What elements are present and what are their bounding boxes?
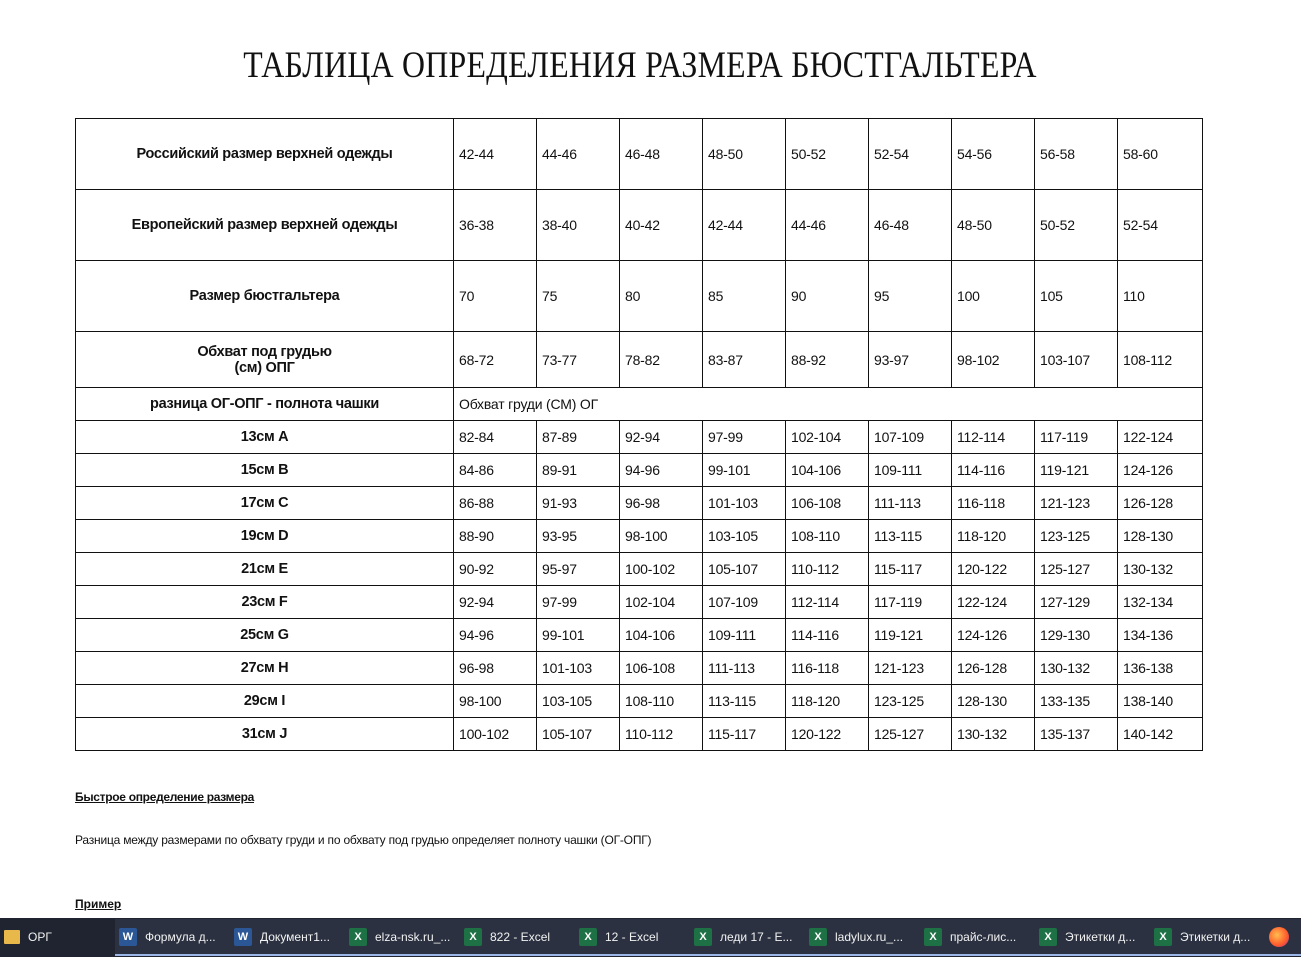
example-heading[interactable]: Пример [75, 897, 122, 911]
taskbar [0, 918, 1301, 957]
row-label-text: 19см D [240, 528, 289, 544]
taskbar-item[interactable] [805, 919, 920, 956]
table-cell: 130-132 [1035, 652, 1118, 685]
table-cell: 140-142 [1118, 718, 1203, 751]
excel-icon: X [694, 928, 712, 946]
table-cell: 48-50 [703, 119, 786, 190]
table-cell: 100-102 [620, 553, 703, 586]
taskbar-item[interactable] [230, 919, 345, 956]
row-label [76, 619, 454, 652]
table-cell: 90 [786, 261, 869, 332]
table-cell: 117-119 [869, 586, 952, 619]
taskbar-item-label: леди 17 - E... [720, 929, 793, 944]
row-label [76, 261, 454, 332]
row-cup-header [76, 388, 1203, 421]
table-cell: 124-126 [1118, 454, 1203, 487]
table-cell: 117-119 [1035, 421, 1118, 454]
taskbar-item-label: Этикетки д... [1065, 929, 1136, 944]
table-cell: 82-84 [454, 421, 537, 454]
table-cell: 94-96 [454, 619, 537, 652]
taskbar-item-label: 822 - Excel [490, 929, 551, 944]
row-cup-size [76, 652, 1203, 685]
row-bra-size [76, 261, 1203, 332]
row-label-text-line2: (см) ОПГ [234, 359, 295, 376]
table-cell: 98-100 [620, 520, 703, 553]
taskbar-item-label: Формула д... [145, 929, 216, 944]
explanation-paragraph: Разница между размерами по обхвату груди и по обхвату под грудью определяет полноту чашки (ОГ-ОПГ) [75, 833, 652, 847]
table-cell: 91-93 [537, 487, 620, 520]
table-cell: 113-115 [703, 685, 786, 718]
table-cell: 123-125 [1035, 520, 1118, 553]
table-cell: 105-107 [703, 553, 786, 586]
table-cell: 75 [537, 261, 620, 332]
taskbar-item[interactable] [460, 919, 575, 956]
excel-icon: X [579, 928, 597, 946]
taskbar-item[interactable] [1150, 919, 1265, 956]
table-cell: 84-86 [454, 454, 537, 487]
table-cell: 80 [620, 261, 703, 332]
row-eu-clothing-size [76, 190, 1203, 261]
table-cell: 52-54 [1118, 190, 1203, 261]
row-label [76, 553, 454, 586]
table-cell: 52-54 [869, 119, 952, 190]
table-cell: 133-135 [1035, 685, 1118, 718]
row-cup-size [76, 454, 1203, 487]
row-label-text: 15см В [240, 462, 289, 478]
table-cell: 83-87 [703, 332, 786, 388]
table-cell: 100 [952, 261, 1035, 332]
table-cell: 116-118 [952, 487, 1035, 520]
table-cell: 108-110 [620, 685, 703, 718]
table-cell: 130-132 [1118, 553, 1203, 586]
table-cell: 132-134 [1118, 586, 1203, 619]
taskbar-item-label: Этикетки д... [1180, 929, 1251, 944]
table-cell: 110-112 [620, 718, 703, 751]
table-cell: 136-138 [1118, 652, 1203, 685]
taskbar-item-label: ОРГ [28, 929, 52, 944]
table-cell: 104-106 [786, 454, 869, 487]
row-label-text: 17см С [240, 495, 289, 511]
table-cell: 101-103 [537, 652, 620, 685]
table-cell: 122-124 [1118, 421, 1203, 454]
firefox-icon [1269, 927, 1289, 947]
row-label [76, 718, 454, 751]
table-cell: 115-117 [869, 553, 952, 586]
table-cell: 58-60 [1118, 119, 1203, 190]
table-cell: 138-140 [1118, 685, 1203, 718]
table-cell: 103-105 [537, 685, 620, 718]
table-cell: 85 [703, 261, 786, 332]
table-cell: 111-113 [869, 487, 952, 520]
table-cell: 108-112 [1118, 332, 1203, 388]
excel-icon: X [464, 928, 482, 946]
row-label-text: Европейский размер верхней одежды [131, 217, 398, 233]
taskbar-item-label: прайс-лис... [950, 929, 1017, 944]
table-cell: 110-112 [786, 553, 869, 586]
table-cell: 123-125 [869, 685, 952, 718]
excel-icon: X [349, 928, 367, 946]
table-cell: 44-46 [786, 190, 869, 261]
table-cell: 73-77 [537, 332, 620, 388]
table-cell: 90-92 [454, 553, 537, 586]
taskbar-item-label: elza-nsk.ru_... [375, 929, 451, 944]
row-cup-size [76, 487, 1203, 520]
table-cell: 97-99 [703, 421, 786, 454]
row-label-text: Российский размер верхней одежды [136, 146, 393, 162]
row-label [76, 487, 454, 520]
table-cell: 107-109 [703, 586, 786, 619]
table-cell: 126-128 [1118, 487, 1203, 520]
table-cell: 106-108 [620, 652, 703, 685]
table-cell: 119-121 [869, 619, 952, 652]
row-label [76, 119, 454, 190]
table-cell: 120-122 [952, 553, 1035, 586]
table-cell: 105 [1035, 261, 1118, 332]
table-cell: 98-100 [454, 685, 537, 718]
table-cell: 105-107 [537, 718, 620, 751]
row-label [76, 421, 454, 454]
excel-icon: X [1039, 928, 1057, 946]
row-label-text: 21см Е [241, 561, 288, 577]
cup-header-label: разница ОГ-ОПГ - полнота чашки [76, 388, 454, 421]
word-icon: W [234, 928, 252, 946]
table-cell: 50-52 [1035, 190, 1118, 261]
table-cell: 92-94 [620, 421, 703, 454]
table-cell: 42-44 [454, 119, 537, 190]
table-cell: 108-110 [786, 520, 869, 553]
row-label-text: 13см А [240, 429, 289, 445]
table-cell: 111-113 [703, 652, 786, 685]
table-cell: 119-121 [1035, 454, 1118, 487]
row-underbust [76, 332, 1203, 388]
table-cell: 36-38 [454, 190, 537, 261]
row-label-text: 29см I [243, 693, 286, 709]
row-label [76, 586, 454, 619]
row-label-text: 31см J [241, 726, 288, 742]
excel-icon: X [924, 928, 942, 946]
table-cell: 86-88 [454, 487, 537, 520]
table-cell: 112-114 [786, 586, 869, 619]
row-cup-size [76, 718, 1203, 751]
table-cell: 120-122 [786, 718, 869, 751]
row-label-text: Обхват под грудью [197, 343, 332, 360]
table-cell: 46-48 [869, 190, 952, 261]
table-cell: 97-99 [537, 586, 620, 619]
table-cell: 103-107 [1035, 332, 1118, 388]
taskbar-item[interactable] [1035, 919, 1150, 956]
table-cell: 88-90 [454, 520, 537, 553]
table-cell: 95 [869, 261, 952, 332]
table-cell: 42-44 [703, 190, 786, 261]
table-cell: 125-127 [869, 718, 952, 751]
table-cell: 135-137 [1035, 718, 1118, 751]
table-cell: 104-106 [620, 619, 703, 652]
table-cell: 103-105 [703, 520, 786, 553]
table-cell: 102-104 [786, 421, 869, 454]
table-cell: 109-111 [869, 454, 952, 487]
table-cell: 112-114 [952, 421, 1035, 454]
row-cup-size [76, 619, 1203, 652]
row-label [76, 685, 454, 718]
table-cell: 99-101 [537, 619, 620, 652]
table-cell: 96-98 [454, 652, 537, 685]
row-label-text: 25см G [240, 627, 289, 643]
bust-header-value: Обхват груди (СМ) ОГ [454, 388, 1203, 421]
taskbar-item-label: ladylux.ru_... [835, 929, 904, 944]
table-cell: 128-130 [1118, 520, 1203, 553]
taskbar-item-label: 12 - Excel [605, 929, 659, 944]
table-cell: 94-96 [620, 454, 703, 487]
row-cup-size [76, 421, 1203, 454]
table-cell: 100-102 [454, 718, 537, 751]
table-cell: 98-102 [952, 332, 1035, 388]
row-cup-size [76, 685, 1203, 718]
table-cell: 40-42 [620, 190, 703, 261]
taskbar-item[interactable] [575, 919, 690, 956]
table-cell: 118-120 [786, 685, 869, 718]
table-cell: 92-94 [454, 586, 537, 619]
taskbar-item[interactable] [1265, 919, 1301, 956]
table-cell: 78-82 [620, 332, 703, 388]
taskbar-item-label: Документ1... [260, 929, 330, 944]
excel-icon: X [1154, 928, 1172, 946]
table-cell: 125-127 [1035, 553, 1118, 586]
table-cell: 38-40 [537, 190, 620, 261]
table-cell: 114-116 [786, 619, 869, 652]
table-cell: 89-91 [537, 454, 620, 487]
table-cell: 93-95 [537, 520, 620, 553]
row-label-text: 23см F [241, 594, 288, 610]
table-cell: 121-123 [1035, 487, 1118, 520]
table-cell: 102-104 [620, 586, 703, 619]
table-cell: 50-52 [786, 119, 869, 190]
taskbar-item[interactable] [115, 919, 230, 956]
table-cell: 118-120 [952, 520, 1035, 553]
table-cell: 128-130 [952, 685, 1035, 718]
table-cell: 134-136 [1118, 619, 1203, 652]
table-cell: 127-129 [1035, 586, 1118, 619]
row-cup-size [76, 586, 1203, 619]
table-cell: 110 [1118, 261, 1203, 332]
row-label [76, 190, 454, 261]
table-cell: 122-124 [952, 586, 1035, 619]
table-cell: 88-92 [786, 332, 869, 388]
row-cup-size [76, 553, 1203, 586]
excel-icon: X [809, 928, 827, 946]
folder-icon [4, 930, 20, 944]
table-cell: 126-128 [952, 652, 1035, 685]
table-cell: 99-101 [703, 454, 786, 487]
table-cell: 113-115 [869, 520, 952, 553]
row-cup-size [76, 520, 1203, 553]
table-cell: 93-97 [869, 332, 952, 388]
table-cell: 56-58 [1035, 119, 1118, 190]
row-label-text: 27см Н [240, 660, 289, 676]
table-cell: 96-98 [620, 487, 703, 520]
table-cell: 130-132 [952, 718, 1035, 751]
row-label [76, 652, 454, 685]
table-cell: 114-116 [952, 454, 1035, 487]
table-cell: 124-126 [952, 619, 1035, 652]
table-cell: 129-130 [1035, 619, 1118, 652]
row-label [76, 454, 454, 487]
table-cell: 107-109 [869, 421, 952, 454]
table-cell: 44-46 [537, 119, 620, 190]
row-label-text: Размер бюстгальтера [189, 288, 340, 304]
row-label [76, 332, 454, 388]
table-cell: 70 [454, 261, 537, 332]
table-cell: 101-103 [703, 487, 786, 520]
taskbar-item[interactable] [920, 919, 1035, 956]
table-cell: 87-89 [537, 421, 620, 454]
row-ru-clothing-size [76, 119, 1203, 190]
table-cell: 54-56 [952, 119, 1035, 190]
taskbar-item[interactable] [0, 919, 115, 956]
taskbar-item[interactable] [345, 919, 460, 956]
word-icon: W [119, 928, 137, 946]
table-cell: 109-111 [703, 619, 786, 652]
taskbar-item[interactable] [690, 919, 805, 956]
bra-size-table [75, 118, 1203, 751]
table-cell: 46-48 [620, 119, 703, 190]
table-cell: 106-108 [786, 487, 869, 520]
table-cell: 116-118 [786, 652, 869, 685]
page-title: ТАБЛИЦА ОПРЕДЕЛЕНИЯ РАЗМЕРА БЮСТГАЛЬТЕРА [243, 45, 1037, 86]
quick-size-link[interactable]: Быстрое определение размера [75, 790, 255, 804]
table-cell: 115-117 [703, 718, 786, 751]
table-cell: 95-97 [537, 553, 620, 586]
table-cell: 121-123 [869, 652, 952, 685]
row-label [76, 520, 454, 553]
table-cell: 68-72 [454, 332, 537, 388]
table-cell: 48-50 [952, 190, 1035, 261]
